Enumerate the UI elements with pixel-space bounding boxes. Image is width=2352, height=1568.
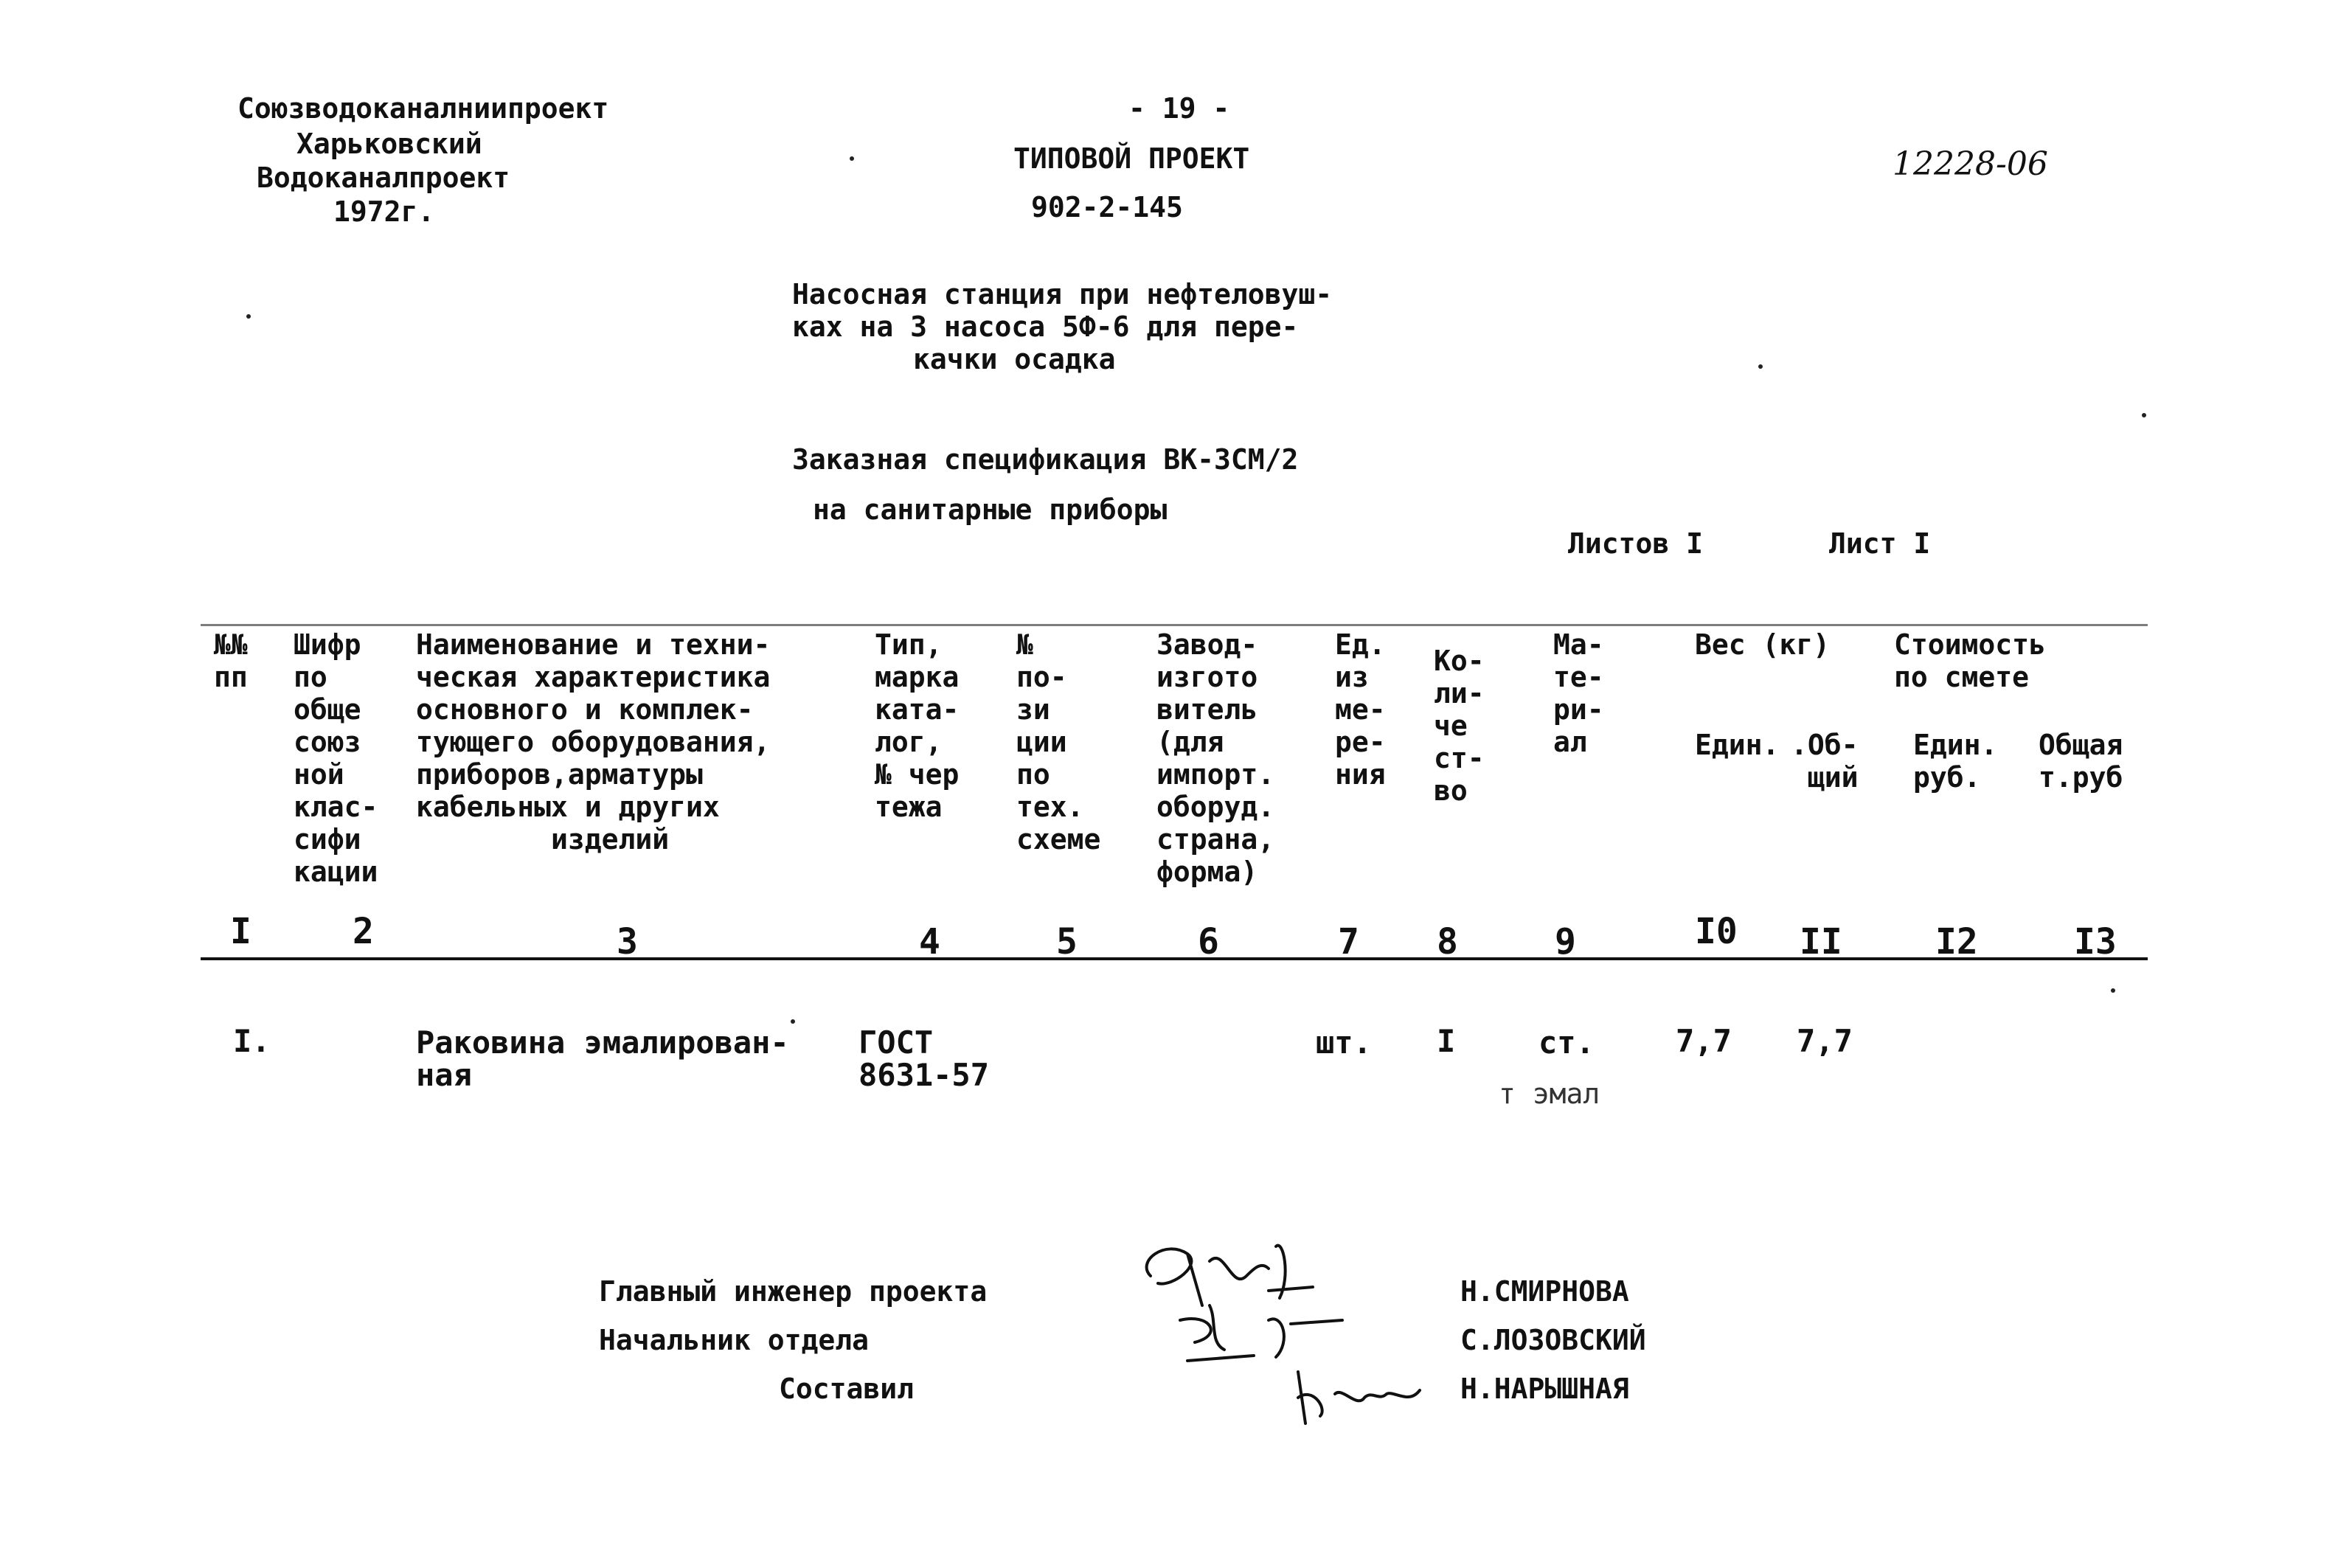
row-type: ГОСТ 8631-57 xyxy=(858,1024,990,1094)
subject-line2: ках на 3 насоса 5Ф-6 для пере- xyxy=(792,311,1299,343)
row-weight-unit: 7,7 xyxy=(1676,1023,1732,1059)
subject-line3: качки осадка xyxy=(913,343,1116,375)
scan-speck xyxy=(2111,988,2115,993)
column-number: 5 xyxy=(1056,921,1078,962)
org-year: 1972г. xyxy=(333,195,435,228)
row-material: ст. xyxy=(1538,1024,1595,1061)
column-number: I xyxy=(230,911,251,952)
signature-name-department-head: С.ЛОЗОВСКИЙ xyxy=(1460,1324,1646,1356)
scan-speck xyxy=(791,1019,795,1024)
org-name: Союзводоканалниипроект xyxy=(237,92,609,125)
header-col-name: Наименование и техни- ческая характеристика основного и комплек- тующего оборудования, приборов,арматуры кабельных и других изделий xyxy=(416,628,771,856)
sheet-number: Лист I xyxy=(1829,527,1931,560)
org-dept: Водоканалпроект xyxy=(257,162,510,194)
column-number: 8 xyxy=(1437,921,1458,962)
scan-speck xyxy=(850,156,854,161)
signature-name-chief-engineer: Н.СМИРНОВА xyxy=(1460,1275,1629,1308)
spec-subtitle: на санитарные приборы xyxy=(813,493,1168,526)
column-number: 6 xyxy=(1198,921,1219,962)
signature-role-compiler: Составил xyxy=(779,1373,915,1405)
org-city: Харьковский xyxy=(296,128,482,160)
header-cost: Стоимость по смете xyxy=(1894,628,2046,693)
column-number: I0 xyxy=(1695,911,1738,952)
header-col-number: №№ пп xyxy=(214,628,248,693)
column-number: 2 xyxy=(353,911,374,952)
header-weight-unit: Един. xyxy=(1695,729,1780,761)
header-col-material: Ма- те- ри- ал xyxy=(1553,628,1604,758)
row-unit: шт. xyxy=(1316,1024,1372,1061)
column-number: 3 xyxy=(617,921,638,962)
stamp-number: 12228-06 xyxy=(1893,145,2048,183)
header-col-code: Шифр по обще союз ной клас- сифи кации xyxy=(294,628,378,888)
row-weight-total: 7,7 xyxy=(1797,1023,1853,1059)
header-col-quantity: Ко- ли- че ст- во xyxy=(1434,645,1485,807)
signature-role-chief-engineer: Главный инженер проекта xyxy=(599,1275,988,1308)
row-material-note: т эмал xyxy=(1499,1078,1600,1110)
row-number: I. xyxy=(233,1023,271,1059)
scan-speck xyxy=(2142,413,2146,417)
subject-line1: Насосная станция при нефтеловуш- xyxy=(792,278,1333,311)
column-number: 9 xyxy=(1555,921,1576,962)
signature-role-department-head: Начальник отдела xyxy=(599,1324,870,1356)
header-col-type: Тип, марка ката- лог, № чер тежа xyxy=(875,628,960,823)
doc-type: ТИПОВОЙ ПРОЕКТ xyxy=(1013,142,1250,175)
header-col-manufacturer: Завод- изгото витель (для импорт. оборуд. страна, форма) xyxy=(1156,628,1275,888)
column-number: 4 xyxy=(919,921,940,962)
header-cost-unit: Един. руб. xyxy=(1913,729,1998,794)
column-number: 7 xyxy=(1338,921,1359,962)
spec-title: Заказная спецификация ВК-3СМ/2 xyxy=(792,443,1299,476)
column-number: I2 xyxy=(1935,921,1978,962)
row-item-name: Раковина эмалирован- ная xyxy=(416,1024,789,1094)
sheets-count: Листов I xyxy=(1568,527,1704,560)
row-quantity: I xyxy=(1437,1023,1456,1059)
project-code: 902-2-145 xyxy=(1031,191,1183,223)
signature-name-compiler: Н.НАРЫШНАЯ xyxy=(1460,1373,1629,1405)
handwritten-signature-compiler xyxy=(1283,1357,1431,1438)
scan-speck xyxy=(246,314,251,319)
page-number: - 19 - xyxy=(1128,92,1230,125)
header-weight-total: .Об- щий xyxy=(1791,729,1859,794)
column-number: II xyxy=(1800,921,1842,962)
header-cost-total: Общая т.руб xyxy=(2039,729,2123,794)
table-header-rule xyxy=(201,957,2148,960)
header-weight: Вес (кг) xyxy=(1695,628,1831,661)
table-top-rule xyxy=(201,624,2148,626)
header-col-unit: Ед. из ме- ре- ния xyxy=(1335,628,1386,791)
column-number: I3 xyxy=(2074,921,2117,962)
header-col-position: № по- зи ции по тех. схеме xyxy=(1016,628,1101,856)
scan-speck xyxy=(1758,364,1763,369)
